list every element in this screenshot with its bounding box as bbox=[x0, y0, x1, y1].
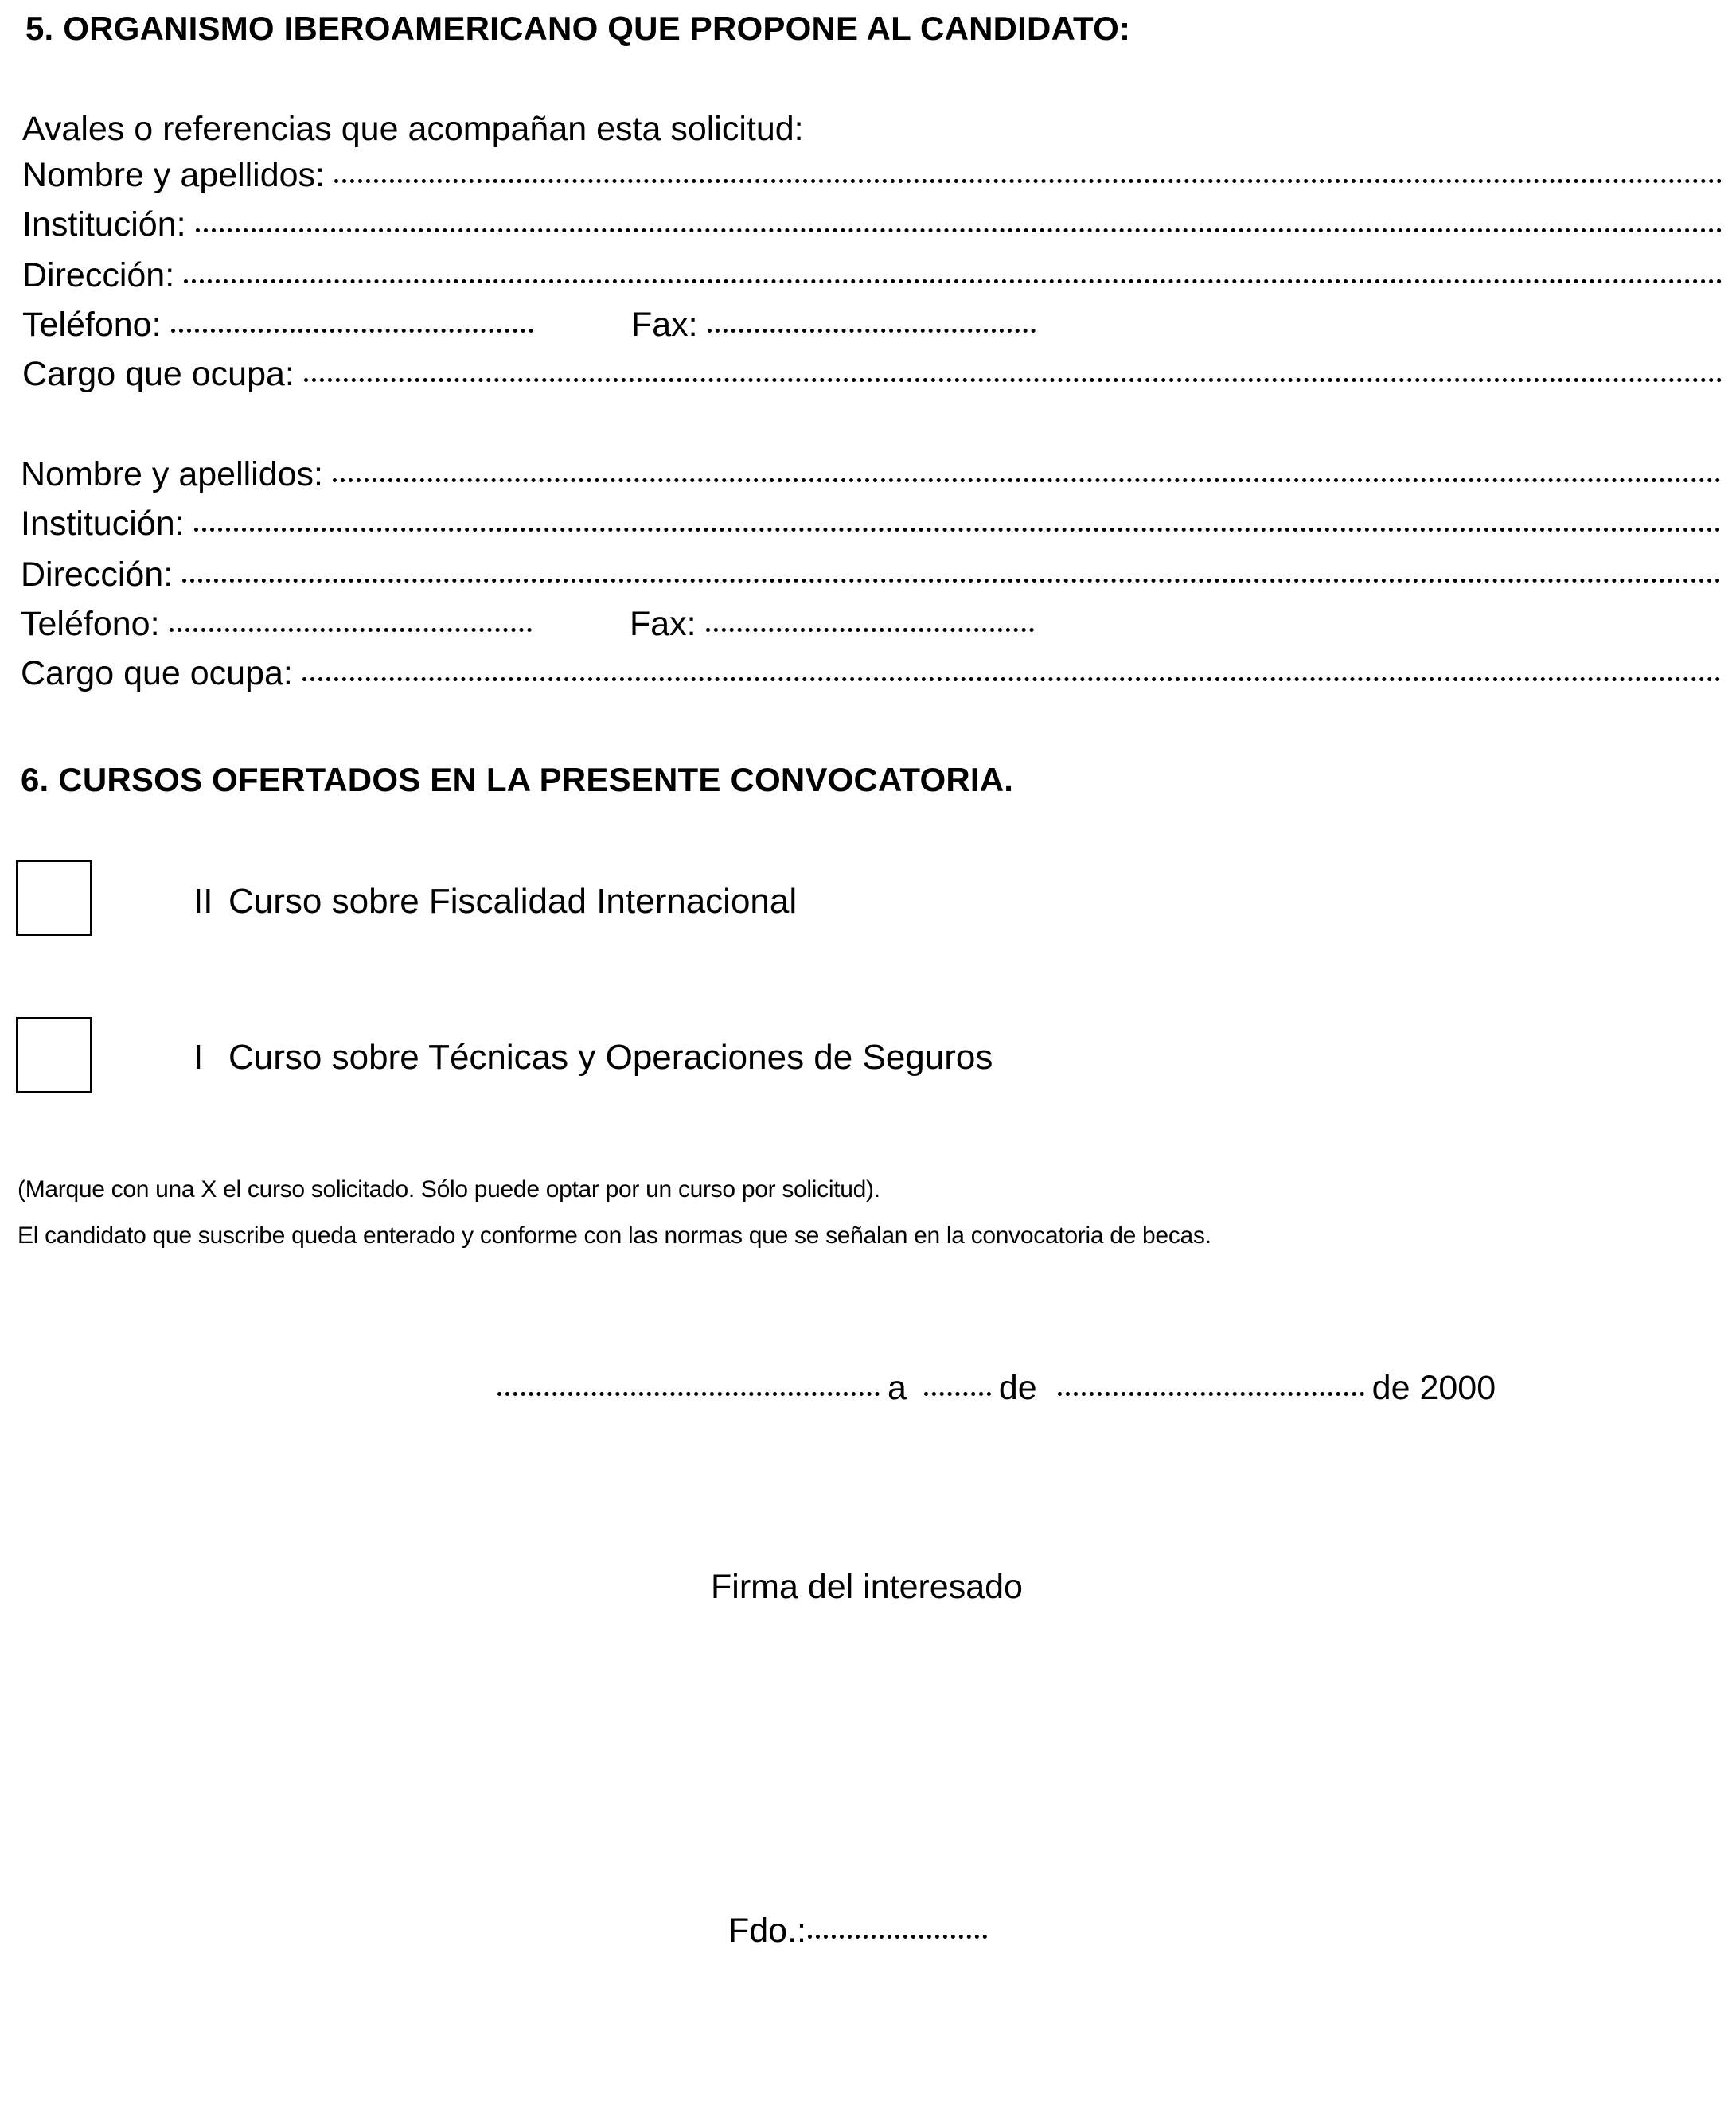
ref2-institution-blank[interactable] bbox=[194, 528, 1721, 532]
ref1-name-label: Nombre y apellidos: bbox=[22, 156, 326, 194]
references-intro: Avales o referencias que acompañan esta solicitud: bbox=[22, 110, 804, 148]
date-a-label: a bbox=[888, 1369, 907, 1407]
section-6-title: 6. CURSOS OFERTADOS EN LA PRESENTE CONVOCATORIA. bbox=[21, 761, 1014, 798]
fdo-label: Fdo.: bbox=[728, 1912, 806, 1950]
ref1-institution-blank[interactable] bbox=[196, 228, 1722, 232]
section-5-title: 5. ORGANISMO IBEROAMERICANO QUE PROPONE AL CANDIDATO: bbox=[25, 10, 1131, 47]
ref2-address-label: Dirección: bbox=[21, 555, 174, 594]
date-day-blank[interactable] bbox=[924, 1392, 991, 1396]
date-year-label: de 2000 bbox=[1371, 1369, 1496, 1407]
course-1-title: Curso sobre Fiscalidad Internacional bbox=[228, 882, 798, 921]
ref2-address-blank[interactable] bbox=[182, 579, 1721, 583]
fdo-blank[interactable] bbox=[808, 1935, 987, 1939]
ref2-fax-label: Fax: bbox=[630, 605, 696, 643]
ref2-fax-field[interactable] bbox=[630, 605, 1034, 644]
ref1-phone-blank[interactable] bbox=[171, 329, 533, 333]
conformity-note: El candidato que suscribe queda enterado y conforme con las normas que se señalan en la convocatoria de becas. bbox=[18, 1222, 1211, 1249]
course-2-checkbox[interactable] bbox=[16, 1017, 92, 1093]
ref2-name-blank[interactable] bbox=[333, 478, 1721, 482]
ref1-institution-field[interactable] bbox=[22, 205, 1722, 244]
ref2-phone-label: Teléfono: bbox=[21, 605, 160, 643]
course-2-title: Curso sobre Técnicas y Operaciones de Seguros bbox=[228, 1038, 993, 1077]
ref1-address-blank[interactable] bbox=[184, 279, 1722, 283]
ref1-address-label: Dirección: bbox=[22, 256, 175, 294]
ref1-name-blank[interactable] bbox=[334, 179, 1722, 183]
signature-label: Firma del interesado bbox=[711, 1568, 1023, 1606]
ref2-phone-blank[interactable] bbox=[170, 628, 532, 632]
ref2-fax-blank[interactable] bbox=[706, 628, 1034, 632]
course-1-label bbox=[193, 882, 797, 922]
ref2-phone-field[interactable] bbox=[21, 605, 532, 644]
course-1-number: II bbox=[193, 882, 213, 921]
course-1-checkbox[interactable] bbox=[16, 860, 92, 936]
ref1-fax-blank[interactable] bbox=[708, 329, 1036, 333]
ref2-position-field[interactable] bbox=[21, 654, 1721, 693]
ref1-name-field[interactable] bbox=[22, 156, 1722, 195]
ref1-fax-label: Fax: bbox=[631, 306, 698, 344]
instruction-note: (Marque con una X el curso solicitado. Sólo puede optar por un curso por solicitud). bbox=[18, 1176, 880, 1203]
ref2-name-field[interactable] bbox=[21, 455, 1721, 494]
ref2-position-label: Cargo que ocupa: bbox=[21, 654, 293, 692]
fdo-field[interactable] bbox=[728, 1912, 987, 1951]
ref1-phone-label: Teléfono: bbox=[22, 306, 162, 344]
course-2-number: I bbox=[193, 1038, 204, 1077]
ref2-institution-field[interactable] bbox=[21, 505, 1721, 544]
ref2-position-blank[interactable] bbox=[302, 677, 1721, 681]
ref2-institution-label: Institución: bbox=[21, 505, 185, 543]
ref1-position-field[interactable] bbox=[22, 355, 1722, 394]
ref1-position-label: Cargo que ocupa: bbox=[22, 355, 295, 393]
ref1-position-blank[interactable] bbox=[304, 378, 1722, 382]
date-month-blank[interactable] bbox=[1058, 1392, 1364, 1396]
ref2-address-field[interactable] bbox=[21, 555, 1721, 594]
course-2-label bbox=[193, 1038, 993, 1078]
date-line bbox=[497, 1369, 1496, 1408]
date-de-label: de bbox=[998, 1369, 1037, 1407]
ref1-fax-field[interactable] bbox=[631, 306, 1036, 345]
date-place-blank[interactable] bbox=[497, 1392, 880, 1396]
ref2-name-label: Nombre y apellidos: bbox=[21, 455, 324, 493]
ref1-institution-label: Institución: bbox=[22, 205, 186, 244]
ref1-phone-field[interactable] bbox=[22, 306, 533, 345]
ref1-address-field[interactable] bbox=[22, 256, 1722, 295]
